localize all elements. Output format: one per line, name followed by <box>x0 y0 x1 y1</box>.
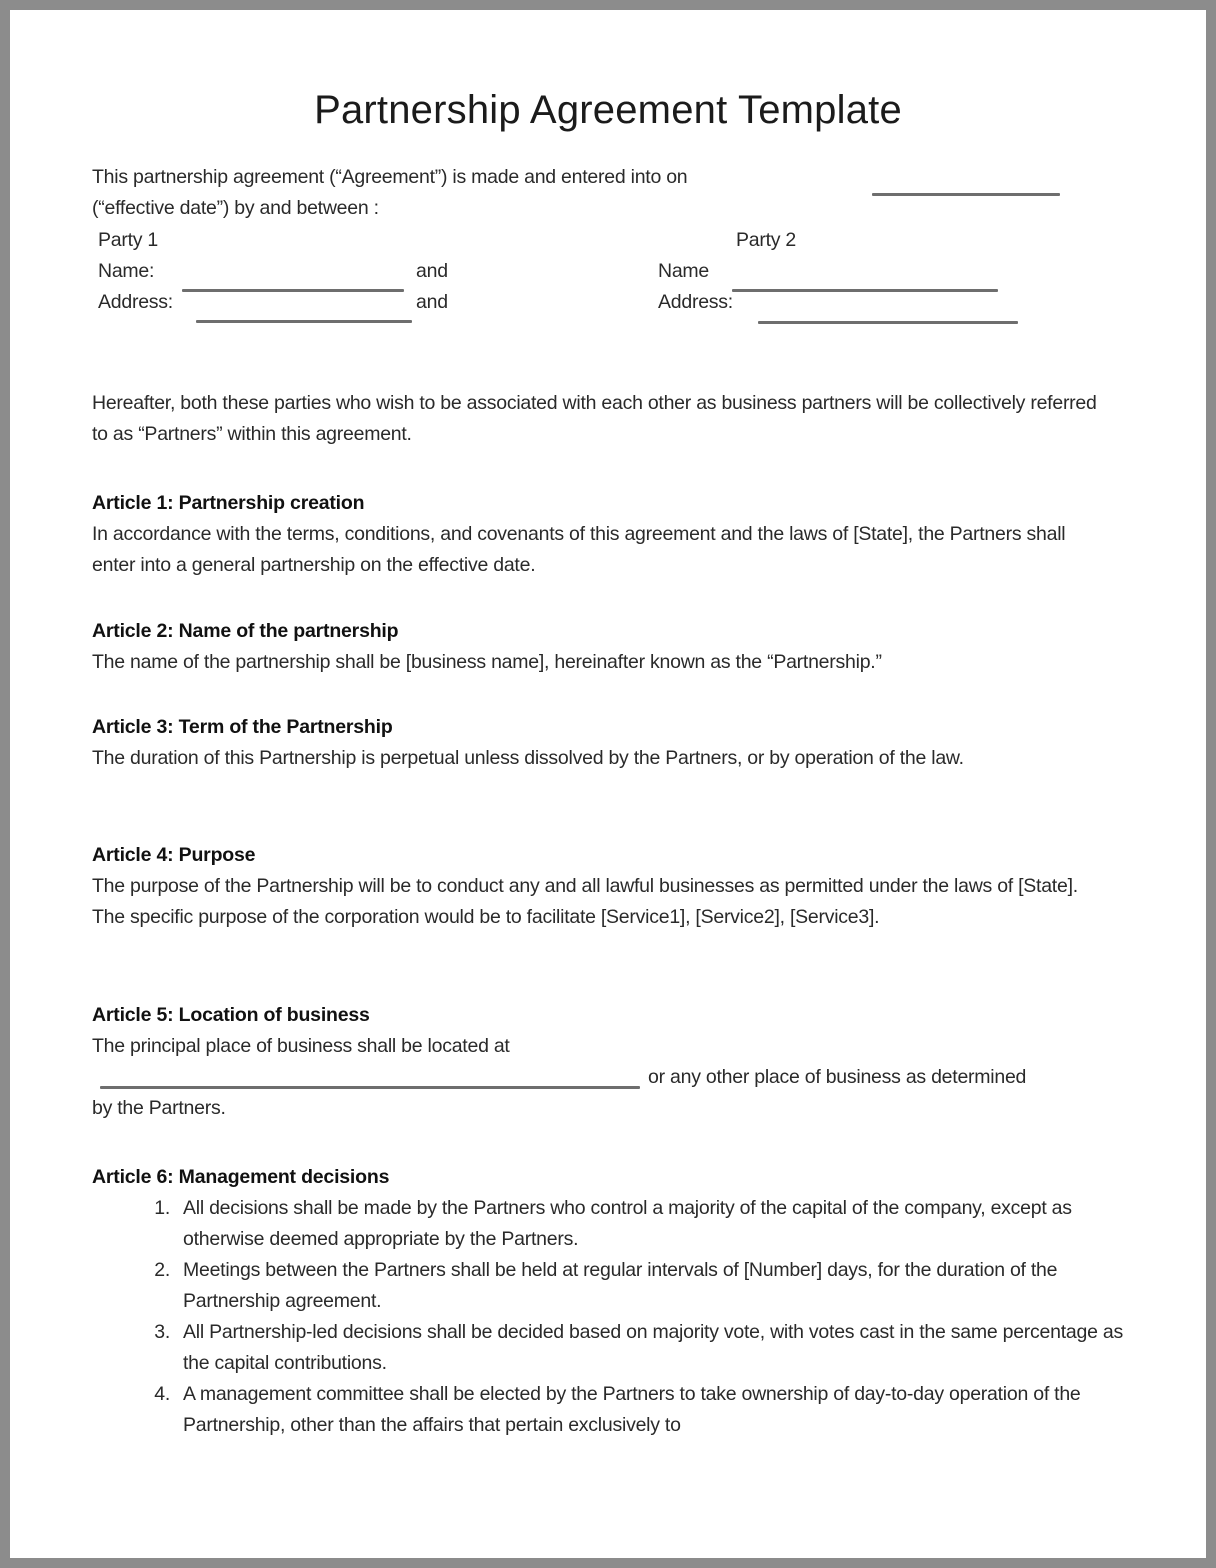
party-2-name-label: Name <box>658 260 710 282</box>
article-6-heading: Article 6: Management decisions <box>92 1166 390 1188</box>
article-2-heading: Article 2: Name of the partnership <box>92 620 399 642</box>
document-sheet <box>10 10 1206 1558</box>
article-4-body: The purpose of the Partnership will be to conduct any and all lawful businesses as permitted under the laws of [State]. The specific purpose of the corporation would be to facilitate [Service1], [Service2], [Service3]. <box>92 875 1078 928</box>
intro-line-2: (“effective date”) by and between : <box>92 197 379 219</box>
page-title: Partnership Agreement Template <box>314 88 902 132</box>
article-2-body: The name of the partnership shall be [business name], hereinafter known as the “Partnership.” <box>92 651 882 673</box>
party-1-name-label: Name: <box>98 260 155 282</box>
list-item-number: 1. <box>154 1197 170 1219</box>
list-item-number: 4. <box>154 1383 170 1405</box>
list-item-number: 3. <box>154 1321 170 1343</box>
article-5-body-line-1: The principal place of business shall be located at <box>92 1035 510 1057</box>
party-1-heading: Party 1 <box>98 229 159 251</box>
intro-line-1: This partnership agreement (“Agreement”) is made and entered into on <box>92 166 688 188</box>
document-page <box>10 10 1206 1558</box>
hereafter-paragraph: Hereafter, both these parties who wish to be associated with each other as business partners will be collectively referred to as “Partners” within this agreement. <box>92 392 1097 445</box>
list-item-number: 2. <box>154 1259 170 1281</box>
article-4-heading: Article 4: Purpose <box>92 844 256 866</box>
list-item: All decisions shall be made by the Partners who control a majority of the capital of the company, except as otherwise deemed appropriate by the Partners. <box>183 1197 1072 1250</box>
party-1-name-blank[interactable] <box>182 289 404 292</box>
party-2-heading: Party 2 <box>736 229 797 251</box>
party-2-name-blank[interactable] <box>732 289 998 292</box>
article-3-heading: Article 3: Term of the Partnership <box>92 716 393 738</box>
article-5-body-line-3: by the Partners. <box>92 1097 226 1119</box>
effective-date-blank[interactable] <box>872 193 1060 196</box>
list-item: A management committee shall be elected by the Partners to take ownership of day-to-day operation of the Partnership, other than the affairs that pertain exclusively to <box>183 1383 1081 1436</box>
article-1-heading: Article 1: Partnership creation <box>92 492 365 514</box>
article-5-location-blank[interactable] <box>100 1086 640 1089</box>
article-3-body: The duration of this Partnership is perpetual unless dissolved by the Partners, or by operation of the law. <box>92 747 964 769</box>
party-1-name-and: and <box>416 260 448 282</box>
article-1-body: In accordance with the terms, conditions, and covenants of this agreement and the laws of [State], the Partners shall enter into a general partnership on the effective date. <box>92 523 1066 576</box>
party-2-address-blank[interactable] <box>758 321 1018 324</box>
party-1-address-label: Address: <box>98 291 173 313</box>
party-1-address-blank[interactable] <box>196 320 412 323</box>
list-item: Meetings between the Partners shall be held at regular intervals of [Number] days, for the duration of the Partnership agreement. <box>183 1259 1058 1312</box>
party-2-address-label: Address: <box>658 291 733 313</box>
party-1-address-and: and <box>416 291 448 313</box>
article-5-body-line-2: or any other place of business as determined <box>648 1066 1027 1088</box>
article-5-heading: Article 5: Location of business <box>92 1004 370 1026</box>
list-item: All Partnership-led decisions shall be decided based on majority vote, with votes cast in the same percentage as the capital contributions. <box>183 1321 1123 1374</box>
